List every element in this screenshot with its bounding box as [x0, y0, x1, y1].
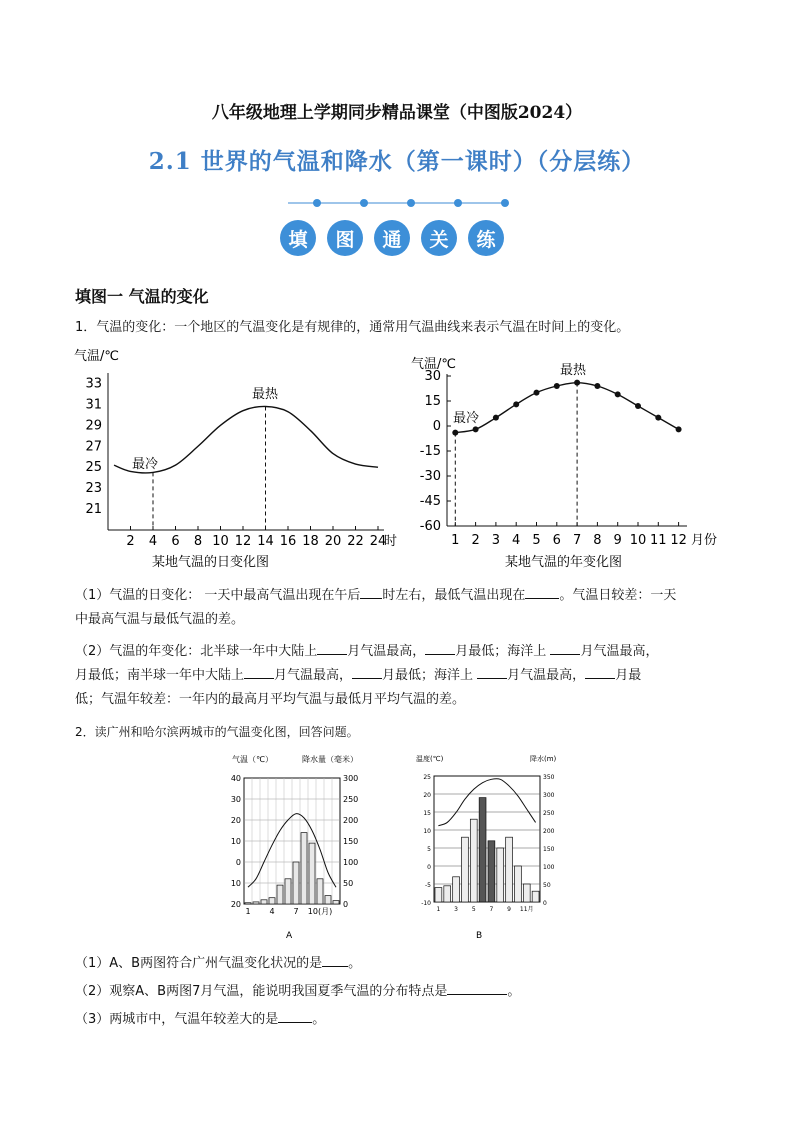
- right-tick-label: 150: [343, 837, 359, 846]
- text: 中最高气温与最低气温的差。: [75, 612, 245, 627]
- x-tick-label: 11: [650, 533, 667, 548]
- text: 月气温最高，: [347, 644, 426, 659]
- text: （2）气温的年变化：北半球一年中大陆上: [75, 644, 318, 659]
- answer-blank[interactable]: [322, 952, 348, 967]
- y-tick-label: 27: [85, 439, 102, 455]
- right-tick-label: 300: [543, 792, 555, 799]
- connector-dot: [454, 199, 462, 207]
- precipitation-bar: [309, 843, 315, 904]
- x-tick-label: 6: [552, 533, 561, 548]
- right-tick-label: 350: [543, 774, 555, 781]
- precipitation-bar: [317, 879, 323, 904]
- text: 。: [507, 984, 521, 999]
- right-tick-label: 200: [343, 816, 359, 825]
- data-point: [473, 426, 479, 432]
- y-axis-label: 气温/℃: [74, 349, 119, 364]
- precipitation-bar: [506, 837, 513, 902]
- hot-label: 最热: [252, 387, 279, 402]
- right-tick-label: 50: [543, 882, 551, 889]
- x-tick-label: 10: [629, 533, 647, 548]
- connector-dot: [313, 199, 321, 207]
- x-tick-label: 4: [148, 534, 158, 549]
- precipitation-bar: [435, 888, 442, 902]
- badge: 填: [280, 220, 316, 256]
- daily-temp-chart: [72, 346, 412, 576]
- precipitation-bar: [301, 833, 307, 904]
- left-tick-label: 10: [230, 837, 241, 846]
- y-tick-label: -45: [419, 494, 441, 509]
- left-tick-label: 0: [235, 858, 241, 867]
- x-tick-label: 2: [471, 533, 480, 548]
- left-axis-label: 温度(℃): [416, 755, 444, 763]
- y-tick-label: 30: [424, 369, 441, 384]
- text: 月气温最高，: [274, 668, 353, 683]
- x-tick-label: 10(月): [307, 907, 333, 916]
- y-tick-label: 23: [85, 481, 102, 497]
- badge-group: [280, 196, 510, 262]
- x-unit: 月份: [691, 533, 718, 548]
- series-title: 八年级地理上学期同步精品课堂（中图版2024）: [211, 103, 583, 123]
- chart-caption: 某地气温的年变化图: [505, 555, 623, 570]
- answer-blank[interactable]: [447, 980, 507, 995]
- x-tick-label: 2: [126, 534, 135, 549]
- text: （3）两城市中，气温年较差大的是: [75, 1012, 279, 1027]
- badge: 通: [374, 220, 410, 256]
- chart-caption: B: [476, 931, 483, 941]
- y-tick-label: -15: [419, 444, 441, 459]
- y-tick-label: 0: [432, 419, 441, 434]
- x-tick-label: 8: [593, 533, 602, 548]
- climate-chart-a: [218, 752, 378, 942]
- answer-blank[interactable]: [425, 640, 455, 655]
- text: 月最低；海洋上: [382, 668, 478, 683]
- x-tick-label: 1: [245, 907, 251, 916]
- right-tick-label: 100: [543, 864, 555, 871]
- left-tick-label: 15: [423, 810, 431, 817]
- x-tick-label: 7: [293, 907, 299, 916]
- x-tick-label: 24: [369, 534, 387, 549]
- precipitation-bar: [269, 898, 275, 904]
- x-tick-label: 4: [512, 533, 521, 548]
- answer-blank[interactable]: [585, 664, 615, 679]
- y-tick-label: 15: [424, 394, 441, 409]
- connector-dot: [407, 199, 415, 207]
- text: 月最低；南半球一年中大陆上: [75, 668, 245, 683]
- answer-blank[interactable]: [244, 664, 274, 679]
- x-tick-label: 3: [491, 533, 501, 548]
- x-tick-label: 18: [302, 534, 319, 549]
- q2-s2: [75, 980, 725, 1004]
- hot-label: 最热: [560, 363, 587, 378]
- y-tick-label: 21: [85, 502, 102, 518]
- climate-chart-b: [410, 752, 570, 942]
- q2-s1: [75, 952, 725, 976]
- data-point: [513, 401, 519, 407]
- y-tick-label: 29: [85, 418, 102, 434]
- precipitation-bar: [453, 877, 460, 902]
- precipitation-bar: [277, 885, 283, 904]
- answer-blank[interactable]: [317, 640, 347, 655]
- precipitation-bar: [497, 848, 504, 902]
- y-axis-label: 气温/℃: [411, 357, 456, 372]
- right-tick-label: 0: [343, 900, 349, 909]
- y-tick-label: 33: [85, 376, 102, 392]
- cold-label: 最冷: [453, 411, 480, 426]
- temperature-curve: [438, 779, 535, 826]
- x-tick-label: 11月: [519, 906, 534, 913]
- left-tick-label: 10: [423, 828, 431, 835]
- text: （2）观察A、B两图7月气温，能说明我国夏季气温的分布特点是: [75, 984, 448, 999]
- text: 月气温最高，: [507, 668, 586, 683]
- y-tick-label: -60: [419, 519, 441, 534]
- precipitation-bar: [261, 900, 267, 904]
- right-axis-label: 降水量（毫米）: [302, 755, 358, 764]
- precipitation-bar: [488, 841, 495, 902]
- x-tick-label: 6: [171, 534, 180, 549]
- right-tick-label: 0: [543, 900, 547, 907]
- text: 。: [348, 956, 362, 971]
- precipitation-bar: [245, 903, 251, 904]
- y-tick-label: 31: [85, 397, 102, 413]
- right-tick-label: 250: [343, 795, 359, 804]
- precipitation-bar: [523, 884, 530, 902]
- right-tick-label: 50: [343, 879, 354, 888]
- data-point: [615, 391, 621, 397]
- text: 月最: [615, 668, 642, 683]
- left-tick-label: 30: [230, 795, 241, 804]
- precipitation-bar: [470, 819, 477, 902]
- x-tick-label: 9: [507, 906, 511, 913]
- badge: 关: [421, 220, 457, 256]
- right-tick-label: 200: [543, 828, 555, 835]
- x-tick-label: 16: [279, 534, 297, 549]
- q1-sub1: [75, 584, 725, 632]
- left-tick-label: 10: [230, 879, 241, 888]
- precipitation-bar: [253, 902, 259, 904]
- data-point: [676, 426, 682, 432]
- left-tick-label: -10: [421, 900, 431, 907]
- x-tick-label: 9: [613, 533, 622, 548]
- data-point: [635, 403, 641, 409]
- lesson-title: 2.1 世界的气温和降水（第一课时）（分层练）: [148, 148, 646, 175]
- text: 。气温日较差：一天: [559, 588, 677, 603]
- x-tick-label: 5: [532, 533, 541, 548]
- cold-label: 最冷: [132, 457, 159, 472]
- left-tick-label: 20: [423, 792, 431, 799]
- left-tick-label: 5: [427, 846, 431, 853]
- x-tick-label: 7: [572, 533, 582, 548]
- precipitation-bar: [462, 837, 469, 902]
- chart-caption: 某地气温的日变化图: [152, 555, 270, 570]
- x-unit: 时: [384, 534, 398, 549]
- connector-dot: [360, 199, 368, 207]
- data-point: [554, 383, 560, 389]
- answer-blank[interactable]: [550, 640, 580, 655]
- x-tick-label: 12: [234, 534, 252, 549]
- left-tick-label: 40: [230, 774, 241, 783]
- q1-sub2: [75, 640, 725, 712]
- text: 月最低；海洋上: [455, 644, 551, 659]
- answer-blank[interactable]: [278, 1008, 312, 1023]
- right-tick-label: 100: [343, 858, 359, 867]
- x-tick-label: 8: [193, 534, 203, 549]
- data-point: [534, 390, 540, 396]
- left-tick-label: -5: [425, 882, 431, 889]
- x-tick-label: 20: [324, 534, 342, 549]
- x-tick-label: 10: [212, 534, 229, 549]
- precipitation-bar: [285, 879, 291, 904]
- text: 。: [312, 1012, 326, 1027]
- section-heading: 填图一 气温的变化: [75, 287, 209, 306]
- precipitation-bar: [293, 862, 299, 904]
- text: （1）A、B两图符合广州气温变化状况的是: [75, 956, 323, 971]
- data-point: [655, 415, 661, 421]
- y-tick-label: 25: [85, 460, 102, 476]
- left-tick-label: 20: [230, 900, 241, 909]
- x-tick-label: 1: [436, 906, 441, 913]
- text: 月气温最高，: [580, 644, 659, 659]
- precipitation-bar: [444, 886, 451, 902]
- precipitation-bar: [479, 798, 486, 902]
- x-tick-label: 22: [347, 534, 364, 549]
- connector-dot: [501, 199, 509, 207]
- chart-caption: A: [286, 931, 293, 941]
- answer-blank[interactable]: [360, 584, 382, 599]
- badge: 图: [327, 220, 363, 256]
- precipitation-bar: [532, 891, 539, 902]
- plot-frame: [434, 776, 540, 902]
- q2-s3: [75, 1008, 725, 1032]
- y-tick-label: -30: [419, 469, 441, 484]
- annual-temp-chart: [405, 346, 735, 576]
- answer-blank[interactable]: [352, 664, 382, 679]
- badge: 练: [468, 220, 504, 256]
- text: 低；气温年较差：一年内的最高月平均气温与最低月平均气温的差。: [75, 692, 466, 707]
- x-tick-label: 3: [454, 906, 458, 913]
- q2-intro: 2．读广州和哈尔滨两城市的气温变化图，回答问题。: [75, 725, 359, 739]
- precipitation-bar: [333, 901, 339, 904]
- temperature-curve: [455, 383, 678, 433]
- q1-intro: 1．气温的变化：一个地区的气温变化是有规律的，通常用气温曲线来表示气温在时间上的变化。: [75, 320, 630, 335]
- x-tick-label: 5: [471, 906, 476, 913]
- left-tick-label: 0: [427, 864, 431, 871]
- precipitation-bar: [515, 866, 522, 902]
- x-tick-label: 14: [257, 534, 274, 549]
- right-tick-label: 300: [343, 774, 359, 783]
- x-tick-label: 4: [269, 907, 275, 916]
- text: 时左右，最低气温出现在: [382, 588, 526, 603]
- left-tick-label: 25: [423, 774, 431, 781]
- text: （1）气温的日变化： 一天中最高气温出现在午后: [75, 588, 361, 603]
- x-tick-label: 7: [489, 906, 494, 913]
- x-tick-label: 12: [670, 533, 687, 548]
- right-tick-label: 150: [543, 846, 555, 853]
- left-axis-label: 气温（℃）: [232, 755, 273, 764]
- left-tick-label: 20: [230, 816, 241, 825]
- x-tick-label: 1: [451, 533, 460, 548]
- answer-blank[interactable]: [477, 664, 507, 679]
- answer-blank[interactable]: [525, 584, 559, 599]
- data-point: [493, 415, 499, 421]
- precipitation-bar: [325, 896, 331, 904]
- right-axis-label: 降水(m): [530, 755, 557, 763]
- right-tick-label: 250: [543, 810, 555, 817]
- data-point: [594, 383, 600, 389]
